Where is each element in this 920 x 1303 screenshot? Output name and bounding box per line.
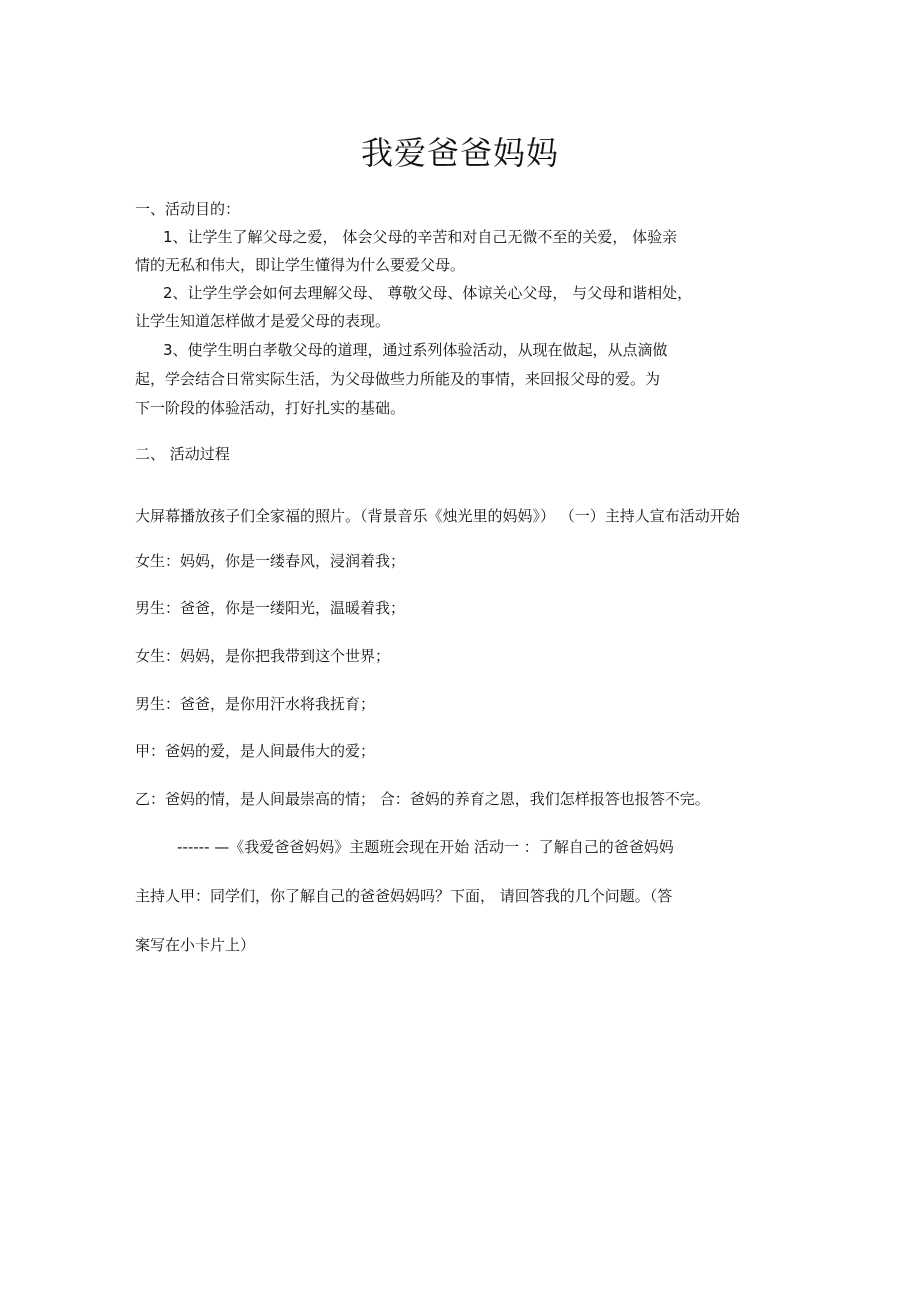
process-paragraph: 大屏幕播放孩子们全家福的照片。（背景音乐《烛光里的妈妈》） （一）主持人宣布活动开始 — [135, 507, 740, 525]
host-question-line-2: 案写在小卡片上） — [135, 936, 256, 954]
section-heading-objectives: 一、活动目的： — [135, 200, 241, 218]
dialogue-line: 女生：妈妈，你是一缕春风，浸润着我； — [135, 552, 406, 570]
dialogue-line: 女生：妈妈，是你把我带到这个世界； — [135, 647, 391, 665]
dialogue-line: 男生：爸爸，是你用汗水将我抚育； — [135, 695, 376, 713]
objective-3-line-3: 下一阶段的体验活动，打好扎实的基础。 — [135, 399, 406, 417]
document-title: 我爱爸爸妈妈 — [360, 134, 559, 172]
host-question-line-1: 主持人甲：同学们，你了解自己的爸爸妈妈吗？下面， 请回答我的几个问题。（答 — [135, 887, 673, 905]
activity-announcement: ------ —《我爱爸爸妈妈》主题班会现在开始 活动一 ：了解自己的爸爸妈妈 — [177, 838, 674, 856]
objective-2-line-2: 让学生知道怎样做才是爱父母的表现。 — [135, 312, 391, 330]
objective-1-line-1: 1、让学生了解父母之爱， 体会父母的辛苦和对自己无微不至的关爱， 体验亲 — [163, 228, 678, 246]
dialogue-line: 甲：爸妈的爱，是人间最伟大的爱； — [135, 742, 376, 760]
objective-3-line-1: 3、使学生明白孝敬父母的道理，通过系列体验活动，从现在做起，从点滴做 — [163, 341, 668, 359]
dialogue-line: 男生：爸爸，你是一缕阳光，温暖着我； — [135, 599, 406, 617]
dialogue-line: 乙：爸妈的情，是人间最崇高的情； 合：爸妈的养育之恩，我们怎样报答也报答不完。 — [135, 790, 710, 808]
section-heading-process: 二、 活动过程 — [135, 445, 230, 463]
objective-1-line-2: 情的无私和伟大，即让学生懂得为什么要爱父母。 — [135, 256, 466, 274]
objective-3-line-2: 起，学会结合日常实际生活，为父母做些力所能及的事情，来回报父母的爱。为 — [135, 370, 661, 388]
objective-2-line-1: 2、让学生学会如何去理解父母、 尊敬父母、体谅关心父母， 与父母和谐相处， — [163, 284, 693, 302]
